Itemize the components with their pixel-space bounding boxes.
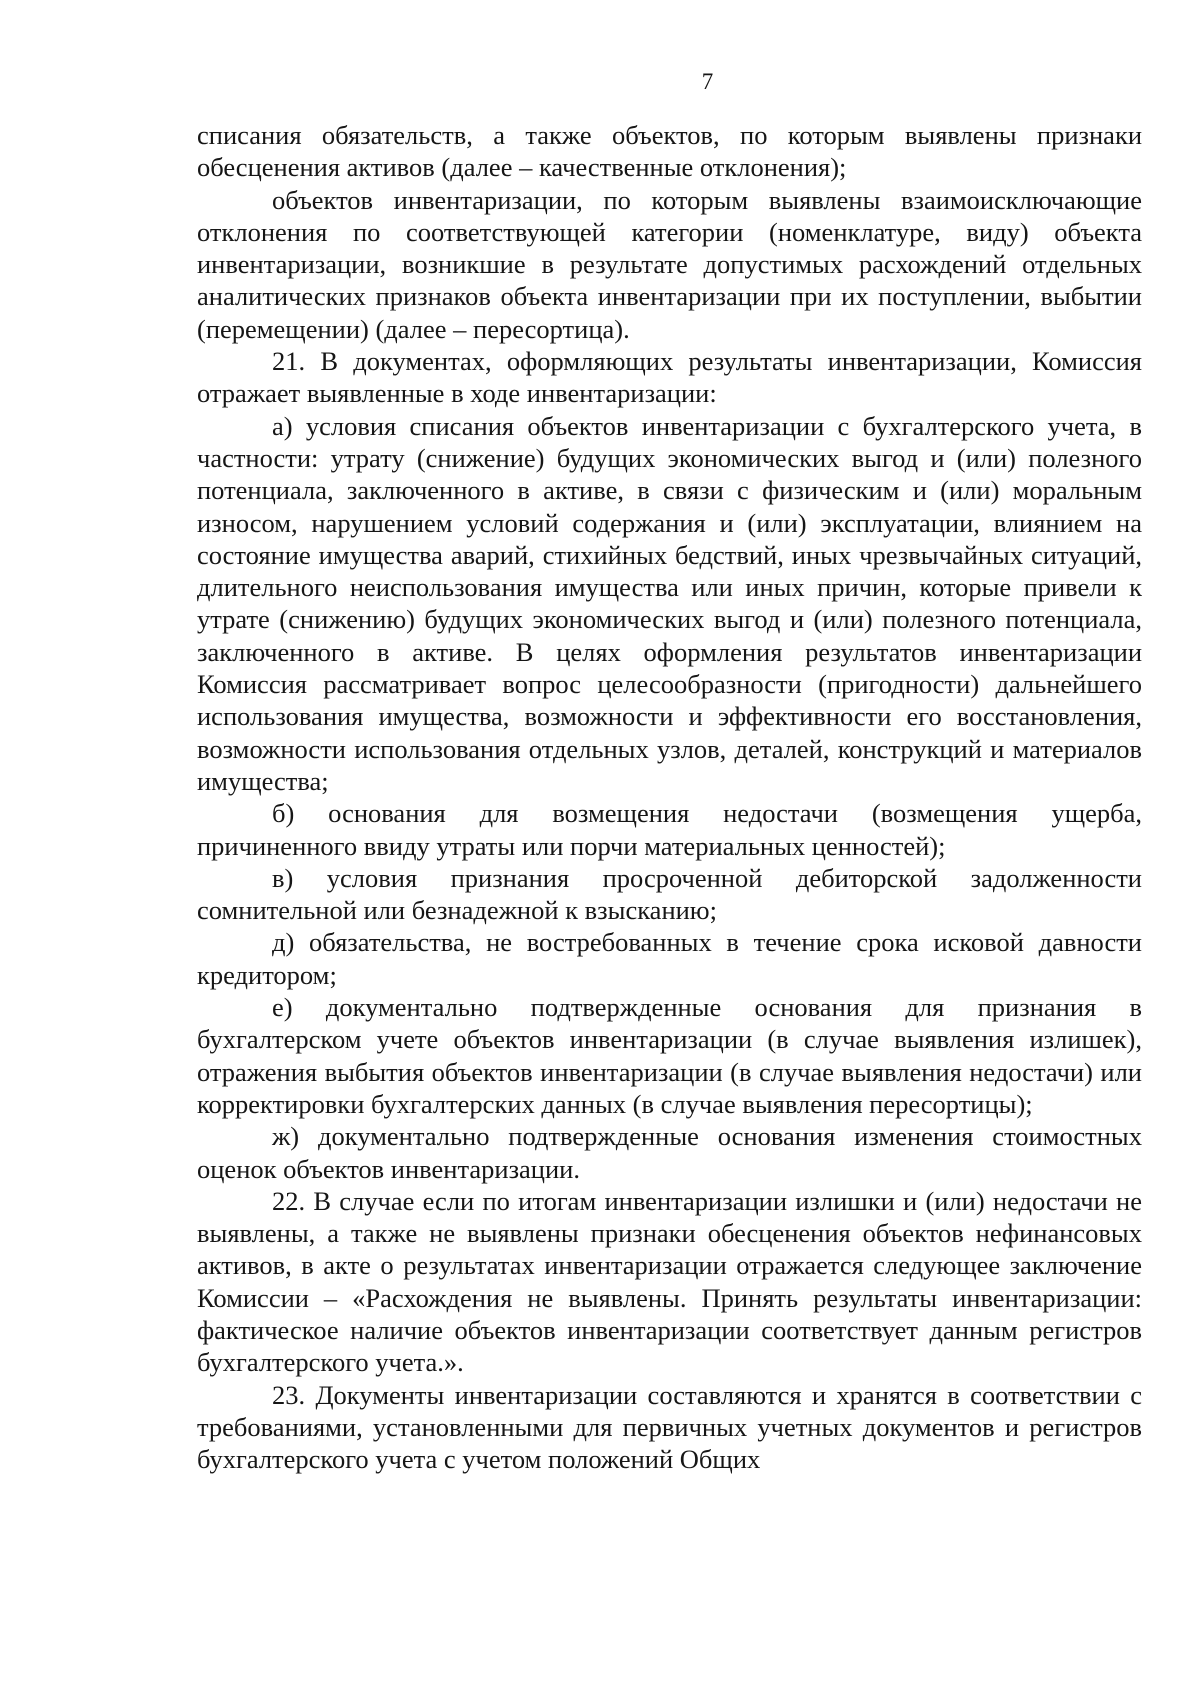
paragraph-21-zh: ж) документально подтвержденные основания изменения стоимостных оценок объектов инвентаризации.	[197, 1121, 1142, 1184]
page-number: 7	[701, 69, 714, 94]
paragraph-21-d: д) обязательства, не востребованных в течение срока исковой давности кредитором;	[197, 927, 1142, 990]
paragraph-21-e: е) документально подтвержденные основания для признания в бухгалтерском учете объектов инвентаризации (в случае выявления излишек), отражения выбытия объектов инвентаризации (в случае выявления недостачи) или корректировки бухгалтерских данных (в случае выявления пересортицы);	[197, 992, 1142, 1119]
paragraph-reclassification: объектов инвентаризации, по которым выявлены взаимоисключающие отклонения по соответствующей категории (номенклатуре, виду) объекта инвентаризации, возникшие в результате допустимых расхождений отдельных аналитических признаков объекта инвентаризации при их поступлении, выбытии (перемещении) (далее – пересортица).	[197, 184, 1142, 344]
paragraph-22: 22. В случае если по итогам инвентаризации излишки и (или) недостачи не выявлены, а также не выявлены признаки обесценения объектов нефинансовых активов, в акте о результатах инвентаризации отражается следующее заключение Комиссии – «Расхождения не выявлены. Принять результаты инвентаризации: фактическое наличие объектов инвентаризации соответствует данным регистров бухгалтерского учета.».	[197, 1185, 1142, 1378]
paragraph-21-v: в) условия признания просроченной дебиторской задолженности сомнительной или безнадежной к взысканию;	[197, 862, 1142, 926]
paragraph-21: 21. В документах, оформляющих результаты инвентаризации, Комиссия отражает выявленные в ходе инвентаризации:	[197, 346, 1142, 409]
paragraph-23: 23. Документы инвентаризации составляются и хранятся в соответствии с требованиями, установленными для первичных учетных документов и регистров бухгалтерского учета с учетом положений Общих	[197, 1379, 1142, 1475]
document-body	[197, 119, 1142, 1475]
paragraph-21-b: б) основания для возмещения недостачи (возмещения ущерба, причиненного ввиду утраты или порчи материальных ценностей);	[197, 798, 1142, 861]
paragraph-continuation: списания обязательств, а также объектов, по которым выявлены признаки обесценения активов (далее – качественные отклонения);	[197, 120, 1142, 183]
paragraph-21-a: а) условия списания объектов инвентаризации с бухгалтерского учета, в частности: утрату (снижение) будущих экономических выгод и (или) полезного потенциала, заключенного в активе, в связи с физическим и (или) моральным износом, нарушением условий содержания и (или) эксплуатации, влиянием на состояние имущества аварий, стихийных бедствий, иных чрезвычайных ситуаций, длительного неиспользования имущества или иных причин, которые привели к утрате (снижению) будущих экономических выгод и (или) полезного потенциала, заключенного в активе. В целях оформления результатов инвентаризации Комиссия рассматривает вопрос целесообразности (пригодности) дальнейшего использования имущества, возможности и эффективности его восстановления, возможности использования отдельных узлов, деталей, конструкций и материалов имущества;	[197, 410, 1142, 796]
